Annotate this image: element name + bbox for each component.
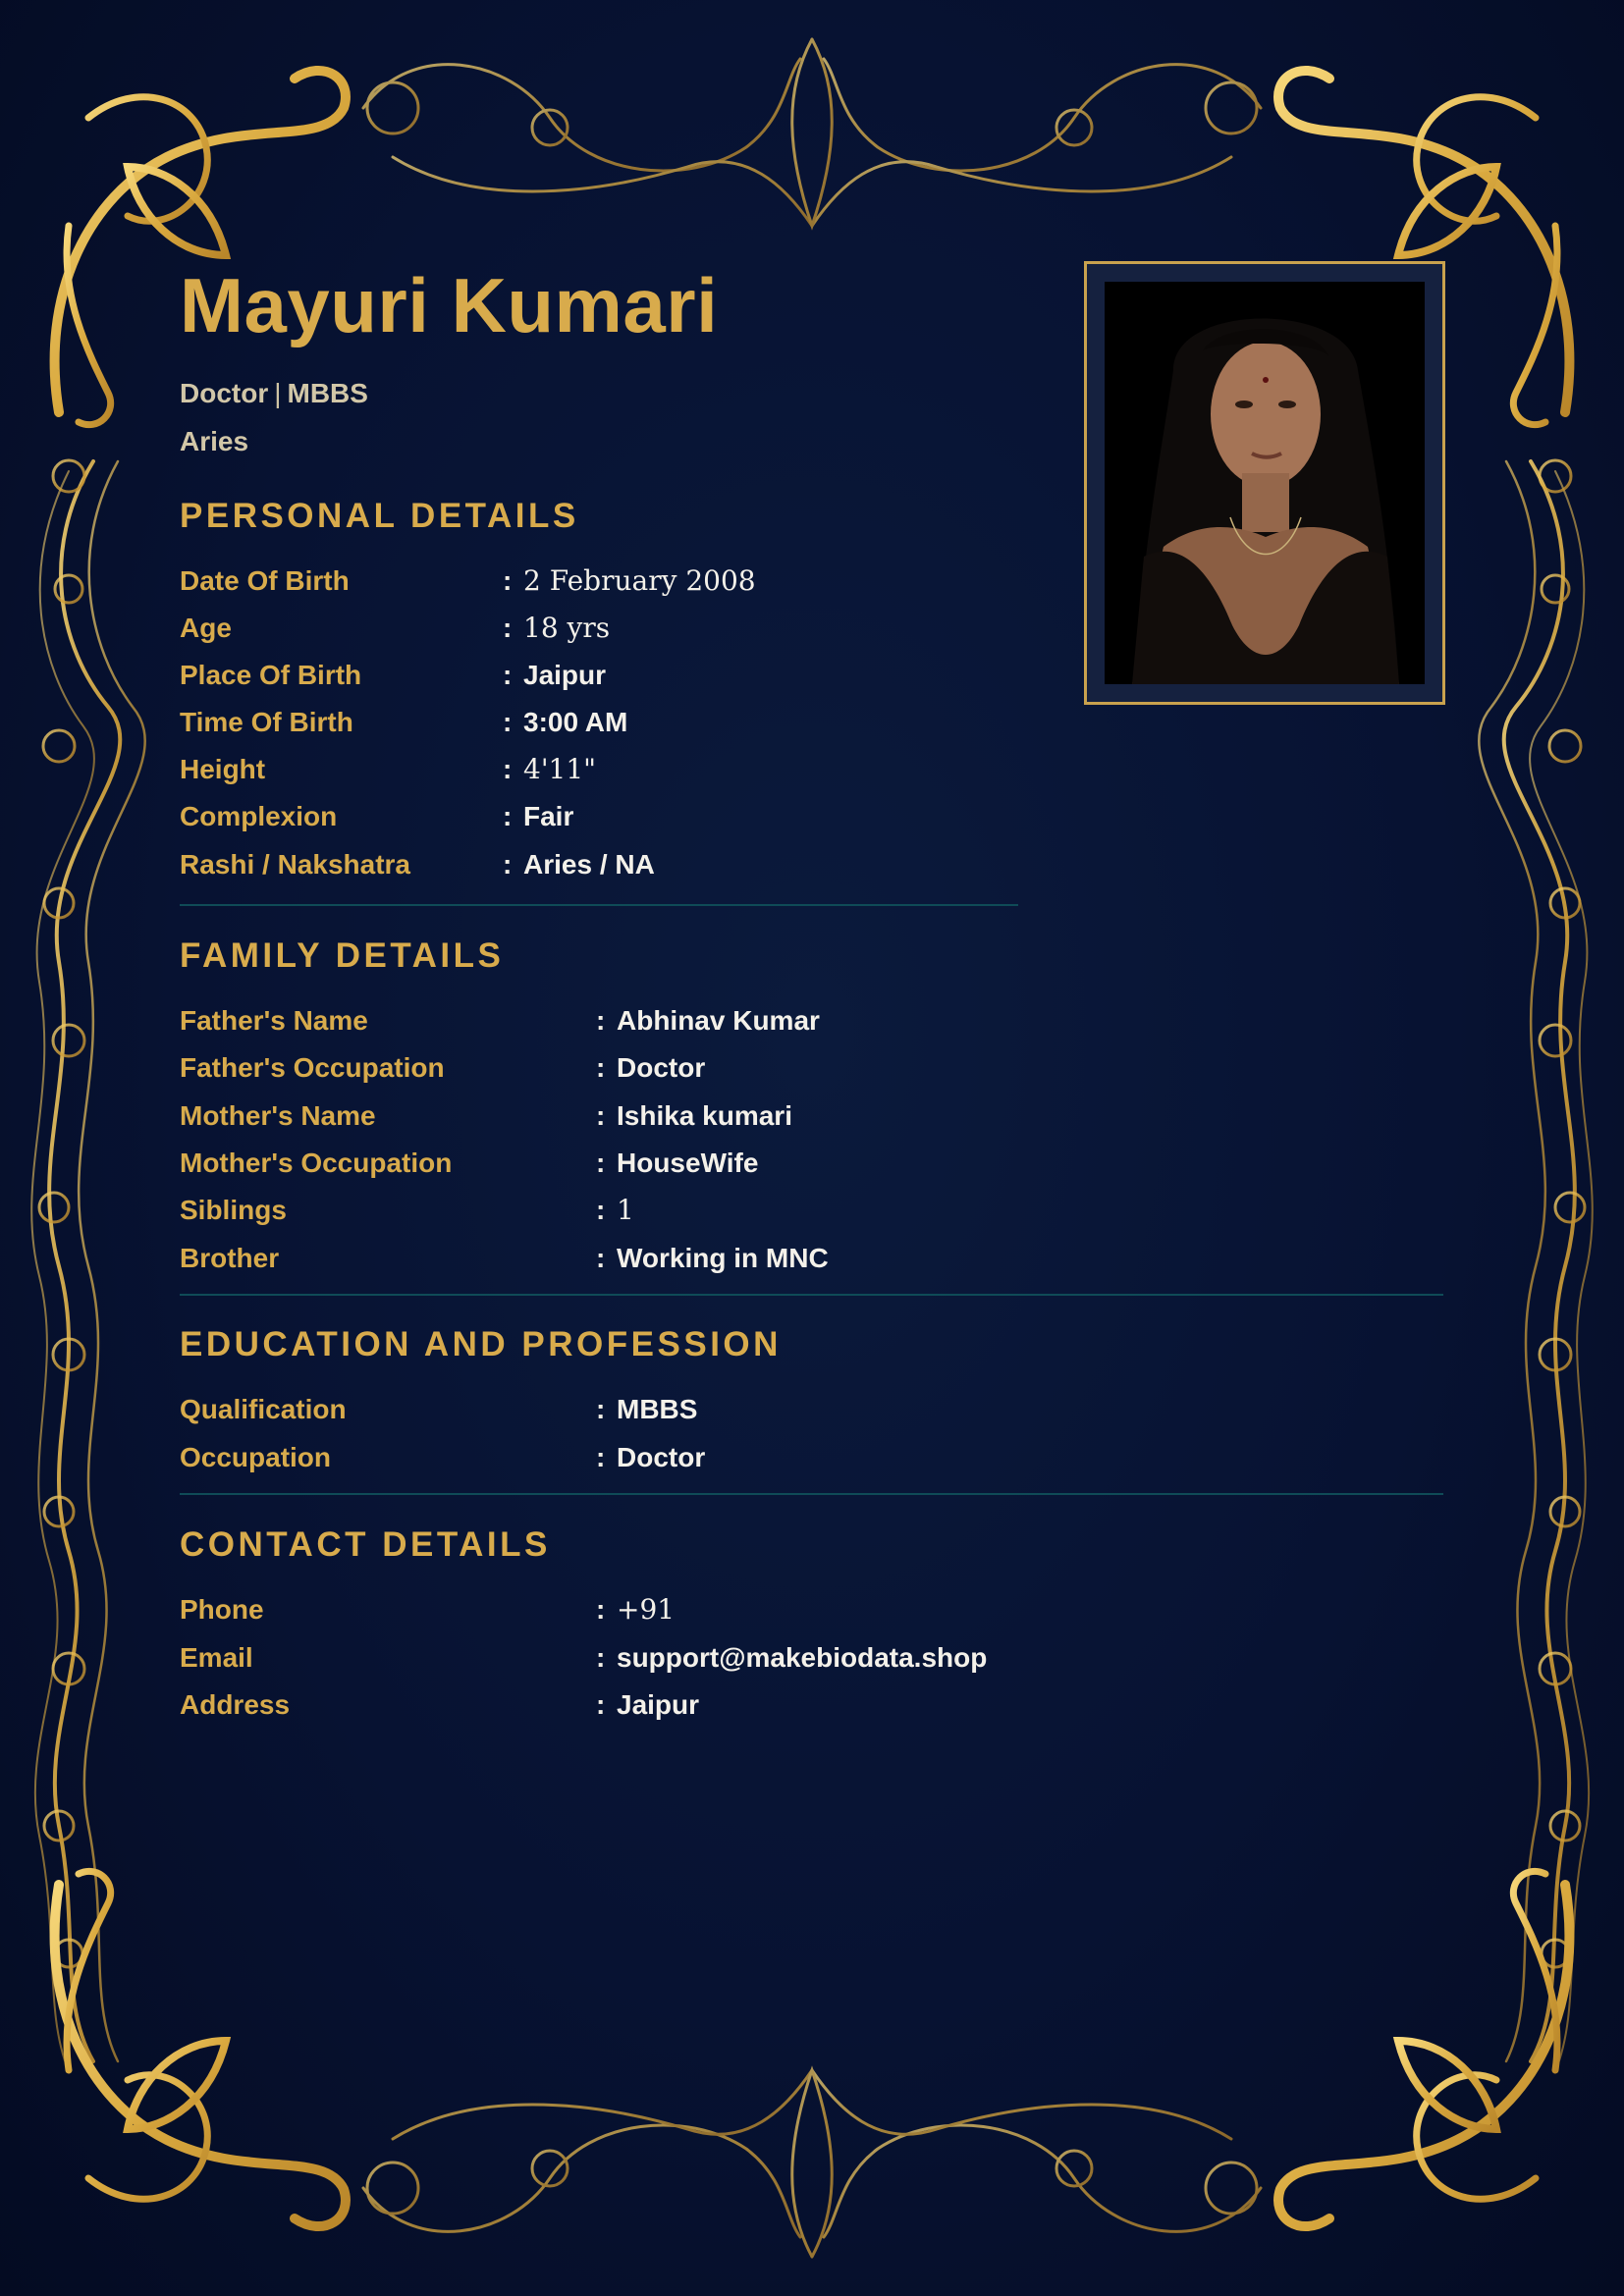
colon: : — [503, 660, 513, 690]
value: Abhinav Kumar — [617, 1005, 820, 1036]
label: Phone — [180, 1594, 264, 1625]
label: Qualification — [180, 1394, 347, 1424]
colon: : — [596, 1442, 606, 1472]
section-title-personal: PERSONAL DETAILS — [180, 497, 579, 535]
value: Fair — [523, 801, 574, 831]
value: Aries / NA — [523, 849, 655, 880]
label: Mother's Name — [180, 1100, 376, 1131]
colon: : — [596, 1148, 606, 1178]
label: Place Of Birth — [180, 660, 362, 690]
label: Date Of Birth — [180, 565, 350, 596]
value: 2 February 2008 — [523, 564, 756, 597]
value: Working in MNC — [617, 1243, 829, 1273]
colon: : — [596, 1195, 606, 1225]
colon: : — [596, 1689, 606, 1720]
label: Father's Name — [180, 1005, 368, 1036]
colon: : — [596, 1594, 606, 1625]
value: HouseWife — [617, 1148, 759, 1178]
value: Doctor — [617, 1442, 706, 1472]
rashi-line: Aries — [180, 426, 249, 456]
colon: : — [596, 1642, 606, 1673]
colon: : — [503, 565, 513, 596]
label: Complexion — [180, 801, 338, 831]
value: 18 yrs — [523, 612, 611, 644]
label: Address — [180, 1689, 291, 1720]
value: 1 — [617, 1194, 634, 1226]
label: Height — [180, 754, 266, 784]
label: Email — [180, 1642, 253, 1673]
divider — [180, 904, 1018, 906]
value: 3:00 AM — [523, 707, 628, 737]
colon: : — [503, 801, 513, 831]
portrait-illustration — [1105, 282, 1425, 684]
value: Jaipur — [523, 660, 607, 690]
label: Father's Occupation — [180, 1052, 445, 1083]
candidate-name: Mayuri Kumari — [180, 262, 719, 348]
value: Ishika kumari — [617, 1100, 792, 1131]
divider — [180, 1493, 1443, 1495]
section-title-contact: CONTACT DETAILS — [180, 1525, 551, 1564]
label: Time Of Birth — [180, 707, 353, 737]
email-value[interactable]: support@makebiodata.shop — [617, 1642, 988, 1673]
colon: : — [503, 754, 513, 784]
profession-line — [180, 378, 368, 409]
label: Age — [180, 613, 232, 643]
colon: : — [503, 707, 513, 737]
colon: : — [596, 1005, 606, 1036]
label: Brother — [180, 1243, 280, 1273]
separator: | — [274, 378, 282, 408]
label: Occupation — [180, 1442, 332, 1472]
value: Jaipur — [617, 1689, 700, 1720]
value: MBBS — [617, 1394, 698, 1424]
label: Rashi / Nakshatra — [180, 849, 410, 880]
portrait-photo — [1105, 282, 1425, 684]
label: Siblings — [180, 1195, 287, 1225]
value: Doctor — [617, 1052, 706, 1083]
colon: : — [596, 1394, 606, 1424]
profession: Doctor — [180, 378, 269, 408]
label: Mother's Occupation — [180, 1148, 453, 1178]
photo-frame — [1084, 261, 1445, 705]
colon: : — [596, 1052, 606, 1083]
value: 4'11" — [523, 753, 597, 785]
colon: : — [503, 849, 513, 880]
divider — [180, 1294, 1443, 1296]
phone-value[interactable]: +91 — [617, 1593, 676, 1626]
section-title-family: FAMILY DETAILS — [180, 936, 505, 975]
section-title-education: EDUCATION AND PROFESSION — [180, 1325, 782, 1363]
colon: : — [596, 1100, 606, 1131]
degree: MBBS — [287, 378, 368, 408]
colon: : — [596, 1243, 606, 1273]
colon: : — [503, 613, 513, 643]
